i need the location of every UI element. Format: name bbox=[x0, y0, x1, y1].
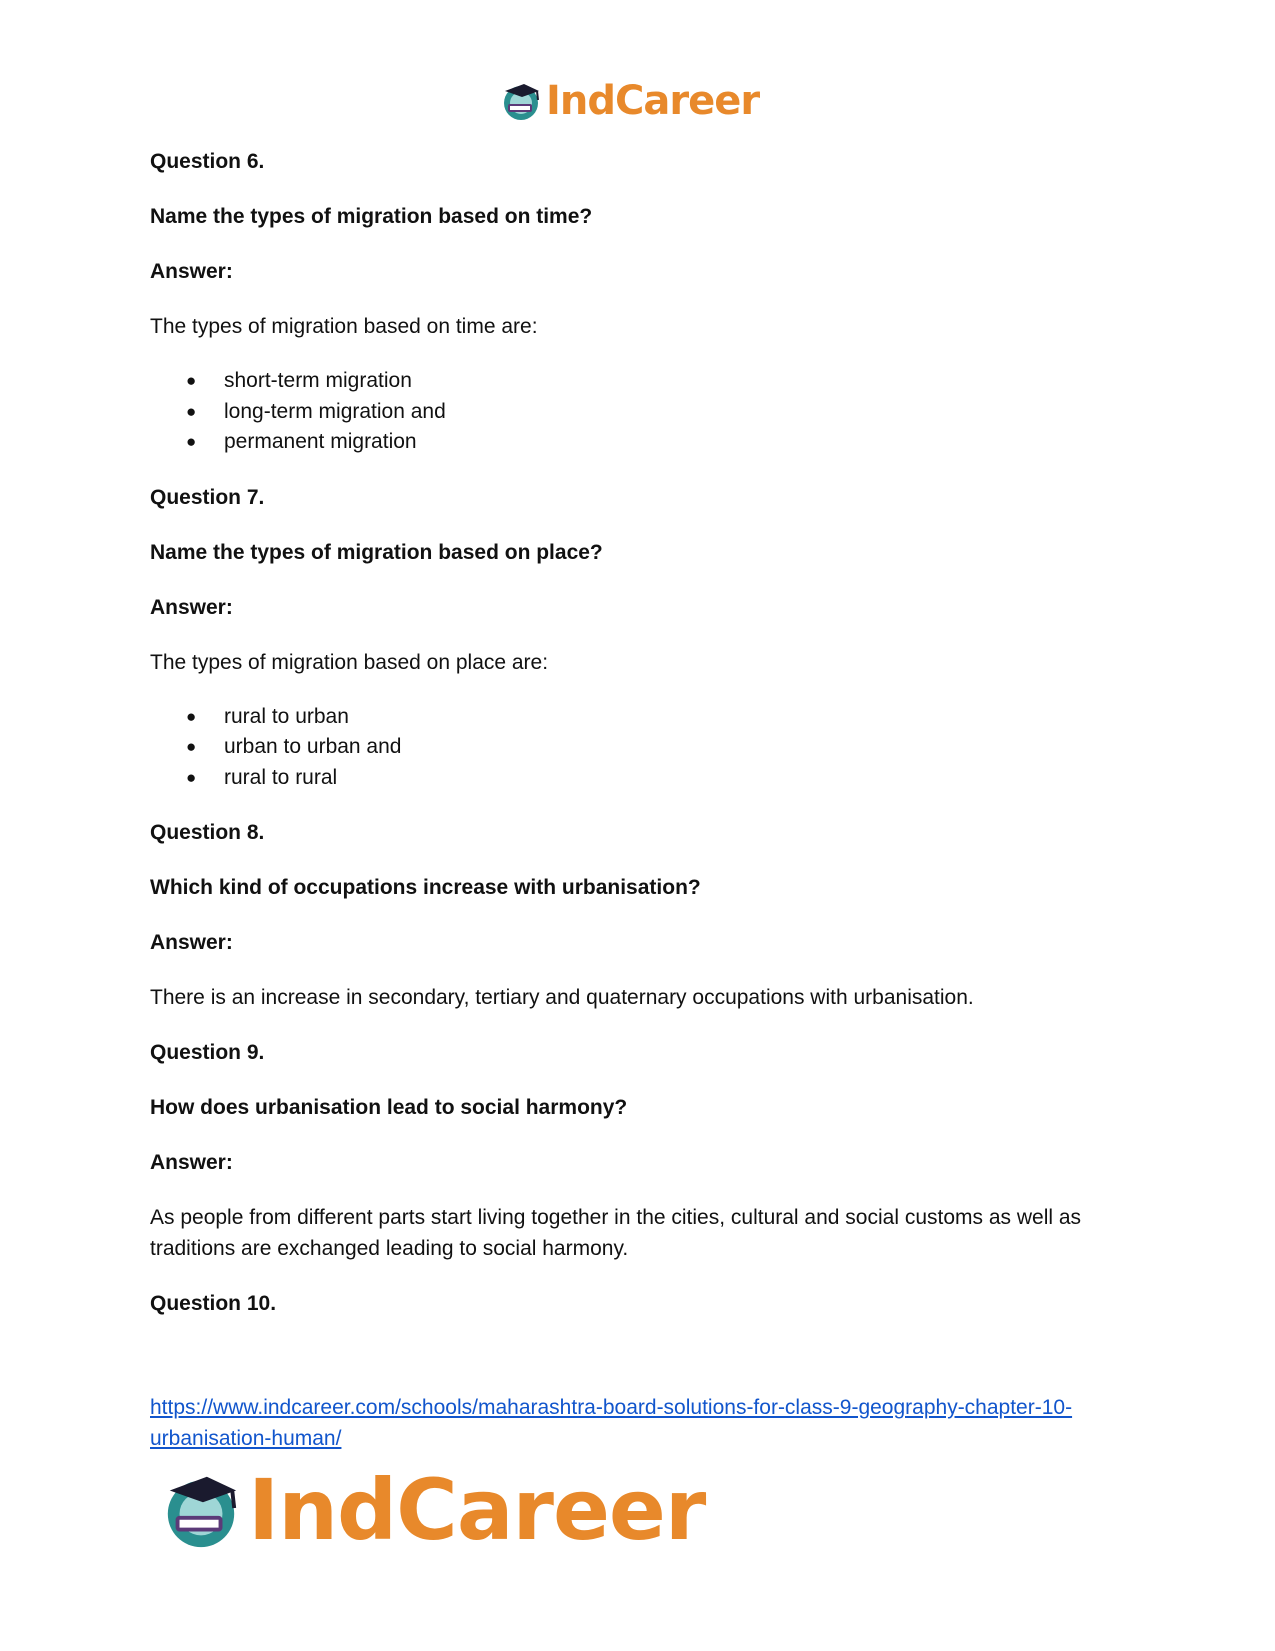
list-item: ● urban to urban and bbox=[150, 732, 1130, 763]
list-item: ● rural to rural bbox=[150, 763, 1130, 794]
logo-text: IndCareer bbox=[546, 78, 760, 124]
list-item: ● long-term migration and bbox=[150, 397, 1130, 428]
question-label: Question 6. bbox=[150, 150, 265, 173]
globe-graduation-cap-icon bbox=[160, 1469, 242, 1551]
question-text: How does urbanisation lead to social harmony? bbox=[150, 1096, 628, 1119]
answer-text: There is an increase in secondary, tertiary and quaternary occupations with urbanisation. bbox=[150, 986, 974, 1009]
logo-text: IndCareer bbox=[248, 1461, 706, 1559]
globe-graduation-cap-icon bbox=[500, 80, 542, 122]
question-text: Name the types of migration based on place? bbox=[150, 540, 603, 564]
answer-list bbox=[150, 366, 1130, 458]
answer-label: Answer: bbox=[150, 1151, 233, 1174]
list-item: ● rural to urban bbox=[150, 702, 1130, 733]
answer-intro: The types of migration based on place are: bbox=[150, 650, 549, 674]
answer-intro: The types of migration based on time are: bbox=[150, 315, 538, 338]
answer-list bbox=[150, 702, 1130, 794]
header-logo bbox=[500, 80, 759, 122]
question-text: Name the types of migration based on time? bbox=[150, 205, 593, 228]
answer-label: Answer: bbox=[150, 931, 233, 954]
question-label: Question 8. bbox=[150, 821, 265, 844]
document-body bbox=[150, 146, 1130, 1343]
source-url-link[interactable]: https://www.indcareer.com/schools/maharashtra-board-solutions-for-class-9-geography-chapter-10-urbanisation-human/ bbox=[150, 1396, 1073, 1450]
question-label: Question 10. bbox=[150, 1292, 277, 1315]
list-item: ● short-term migration bbox=[150, 366, 1130, 397]
question-text: Which kind of occupations increase with urbanisation? bbox=[150, 876, 701, 899]
answer-text: As people from different parts start living together in the cities, cultural and social customs as well as traditions are exchanged leading to social harmony. bbox=[150, 1206, 1082, 1260]
list-item: ● permanent migration bbox=[150, 427, 1130, 458]
question-label: Question 7. bbox=[150, 485, 265, 509]
answer-label: Answer: bbox=[150, 595, 233, 619]
footer-logo bbox=[160, 1461, 706, 1559]
answer-label: Answer: bbox=[150, 260, 233, 283]
question-label: Question 9. bbox=[150, 1041, 265, 1064]
